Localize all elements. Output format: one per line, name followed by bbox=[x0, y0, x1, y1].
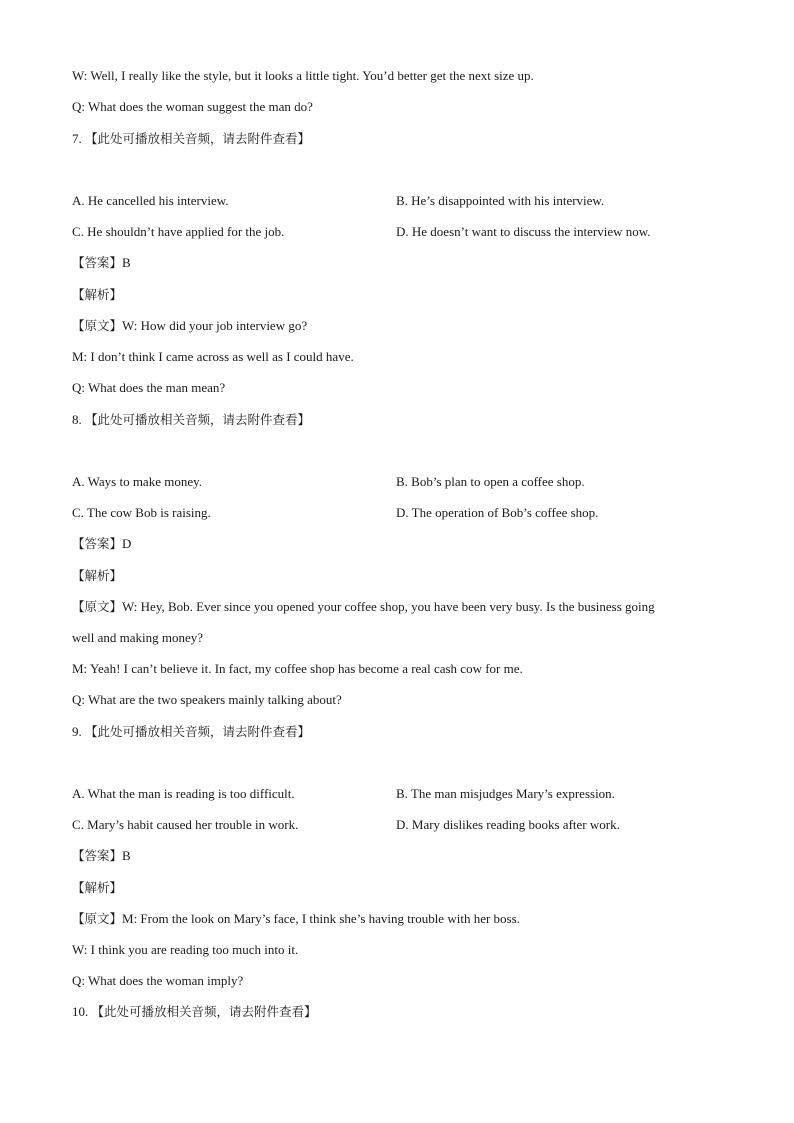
original-text-line bbox=[72, 599, 655, 615]
option-c: C. He shouldn’t have applied for the job. bbox=[72, 224, 285, 239]
answer-value: B bbox=[122, 848, 131, 863]
transcript-line: M: I don’t think I came across as well as I could have. bbox=[72, 349, 354, 364]
question-8-header bbox=[72, 412, 310, 428]
option-a: A. Ways to make money. bbox=[72, 474, 203, 489]
original-text-label: 【原文】 bbox=[72, 911, 123, 926]
option-b: B. The man misjudges Mary’s expression. bbox=[396, 786, 615, 801]
question-10-header bbox=[72, 1004, 317, 1020]
answer-label: 【答案】 bbox=[72, 536, 123, 551]
original-text: M: From the look on Mary’s face, I think she’s having trouble with her boss. bbox=[122, 911, 520, 926]
analysis-label: 【解析】 bbox=[72, 880, 123, 895]
option-c: C. The cow Bob is raising. bbox=[72, 505, 211, 520]
option-a: A. What the man is reading is too difficult. bbox=[72, 786, 295, 801]
question-line: Q: What does the man mean? bbox=[72, 380, 226, 395]
original-text: W: How did your job interview go? bbox=[122, 318, 308, 333]
question-number: 9. bbox=[72, 724, 82, 739]
answer-line bbox=[72, 255, 131, 271]
question-7-header bbox=[72, 131, 310, 147]
original-text-label: 【原文】 bbox=[72, 318, 123, 333]
answer-value: D bbox=[122, 536, 132, 551]
analysis-label: 【解析】 bbox=[72, 287, 123, 302]
option-b: B. Bob’s plan to open a coffee shop. bbox=[396, 474, 585, 489]
answer-label: 【答案】 bbox=[72, 848, 123, 863]
transcript-line: W: I think you are reading too much into it. bbox=[72, 942, 299, 957]
option-c: C. Mary’s habit caused her trouble in work. bbox=[72, 817, 299, 832]
original-text: W: Hey, Bob. Ever since you opened your coffee shop, you have been very busy. Is the business going bbox=[122, 599, 655, 614]
audio-placeholder-link[interactable]: 【此处可播放相关音频，请去附件查看】 bbox=[85, 131, 311, 146]
answer-label: 【答案】 bbox=[72, 255, 123, 270]
audio-placeholder-link[interactable]: 【此处可播放相关音频，请去附件查看】 bbox=[85, 412, 311, 427]
original-text-line bbox=[72, 911, 520, 927]
option-d: D. He doesn’t want to discuss the interview now. bbox=[396, 224, 651, 239]
transcript-line: well and making money? bbox=[72, 630, 204, 645]
question-number: 10. bbox=[72, 1004, 89, 1019]
answer-value: B bbox=[122, 255, 131, 270]
transcript-line: W: Well, I really like the style, but it looks a little tight. You’d better get the next size up. bbox=[72, 68, 534, 83]
option-d: D. The operation of Bob’s coffee shop. bbox=[396, 505, 599, 520]
question-number: 8. bbox=[72, 412, 82, 427]
question-line: Q: What does the woman suggest the man do? bbox=[72, 99, 313, 114]
question-number: 7. bbox=[72, 131, 82, 146]
option-a: A. He cancelled his interview. bbox=[72, 193, 229, 208]
answer-line bbox=[72, 848, 131, 864]
audio-placeholder-link[interactable]: 【此处可播放相关音频，请去附件查看】 bbox=[91, 1004, 317, 1019]
option-b: B. He’s disappointed with his interview. bbox=[396, 193, 605, 208]
analysis-label: 【解析】 bbox=[72, 568, 123, 583]
option-d: D. Mary dislikes reading books after work. bbox=[396, 817, 620, 832]
original-text-line bbox=[72, 318, 307, 334]
question-line: Q: What does the woman imply? bbox=[72, 973, 244, 988]
audio-placeholder-link[interactable]: 【此处可播放相关音频，请去附件查看】 bbox=[85, 724, 311, 739]
question-9-header bbox=[72, 724, 310, 740]
original-text-label: 【原文】 bbox=[72, 599, 123, 614]
question-line: Q: What are the two speakers mainly talking about? bbox=[72, 692, 342, 707]
transcript-line: M: Yeah! I can’t believe it. In fact, my coffee shop has become a real cash cow for me. bbox=[72, 661, 523, 676]
answer-line bbox=[72, 536, 131, 552]
